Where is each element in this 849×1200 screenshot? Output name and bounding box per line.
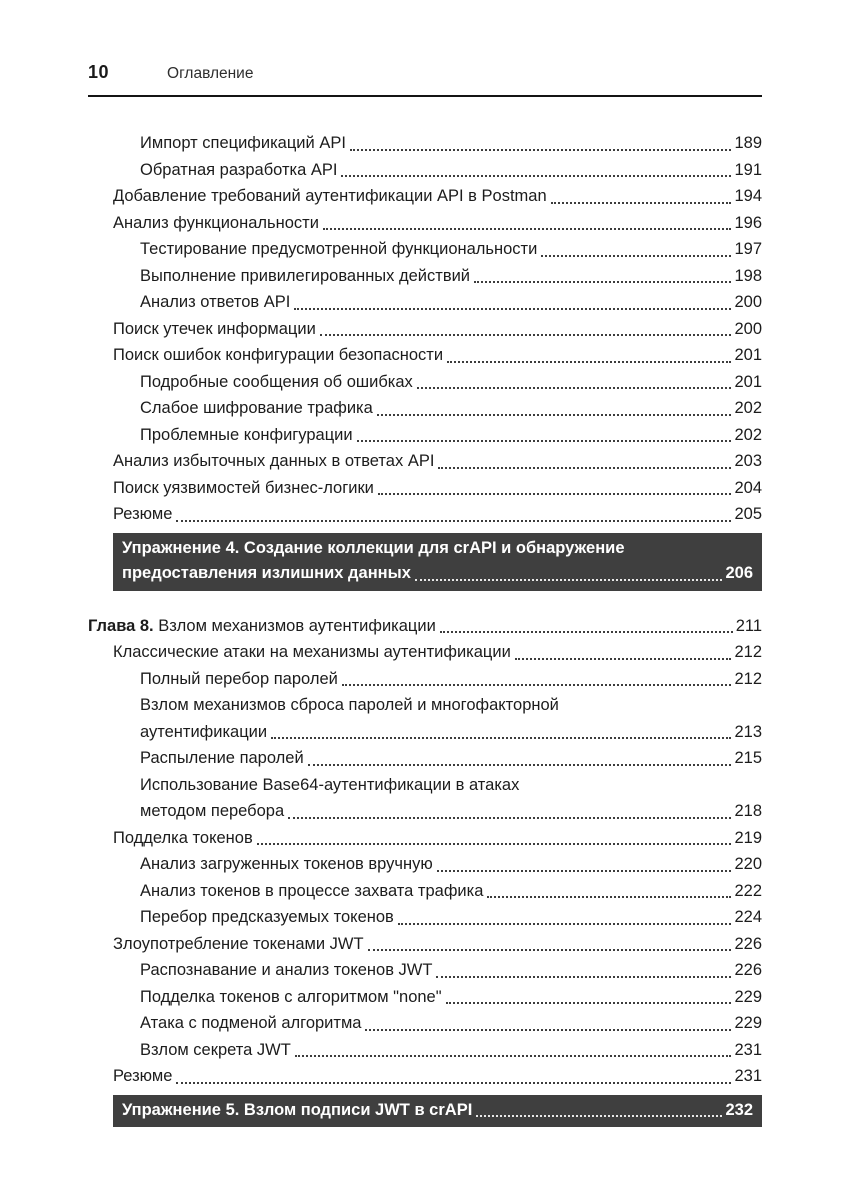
toc-page-number: 213 (734, 722, 762, 741)
toc-page-number: 218 (734, 802, 762, 820)
leader-dots (541, 236, 731, 257)
toc-entry-title: методом перебора (140, 802, 285, 820)
toc-entry-title: Импорт спецификаций API (140, 134, 346, 152)
toc-entry-title: Обратная разработка API (140, 160, 338, 179)
toc-entry (140, 772, 762, 825)
toc-entry (140, 692, 762, 745)
toc-entry-line (140, 692, 762, 719)
leader-dots (515, 639, 732, 660)
toc-entry-title: Взлом секрета JWT (140, 1040, 291, 1059)
leader-dots (437, 851, 732, 872)
toc-entry-line (113, 825, 762, 852)
toc-entry (140, 369, 762, 396)
toc-entry (140, 851, 762, 878)
toc-page-number: 211 (735, 616, 762, 635)
toc-entry-line (140, 798, 762, 825)
leader-dots (350, 130, 732, 151)
toc-entry (140, 236, 762, 263)
toc-entry-line (140, 904, 762, 931)
leader-dots (398, 904, 732, 925)
toc-entry-line (140, 263, 762, 290)
toc-entry-line (113, 1063, 762, 1090)
chapter-number-label: Глава 8. (88, 616, 159, 635)
leader-dots (176, 501, 731, 522)
toc-page-number: 226 (734, 934, 762, 953)
toc-entry-line (140, 1010, 762, 1037)
toc-entry-line (113, 448, 762, 475)
toc-entry (140, 1010, 762, 1037)
toc-entry-title: Глава 8. Взлом механизмов аутентификации (88, 616, 436, 635)
running-head-title: Оглавление (167, 65, 254, 82)
toc-page-number: 232 (725, 1100, 753, 1119)
toc-page-number: 224 (734, 908, 762, 926)
toc-entry-line (140, 236, 762, 263)
toc-entry (113, 210, 762, 237)
toc-entry-line (140, 957, 762, 984)
toc-entry-title: предоставления излишних данных (122, 564, 411, 582)
toc-entry (140, 745, 762, 772)
leader-dots (438, 448, 731, 469)
leader-dots (378, 475, 732, 496)
toc-page-number: 220 (734, 855, 762, 873)
leader-dots (440, 613, 733, 634)
toc-page-number: 205 (734, 505, 762, 523)
leader-dots (295, 1037, 732, 1058)
toc-page-number: 219 (734, 828, 762, 847)
toc-entry-line (140, 719, 762, 746)
leader-dots (447, 342, 731, 363)
toc-entry (140, 130, 762, 157)
toc-entry (140, 984, 762, 1011)
toc-entry-title: Злоупотребление токенами JWT (113, 934, 364, 953)
toc-entry-title: Полный перебор паролей (140, 669, 338, 688)
toc-entry (113, 1063, 762, 1090)
toc-entry-line (140, 878, 762, 905)
toc-entry-title: Распыление паролей (140, 749, 304, 767)
toc-entry-title: Поиск утечек информации (113, 319, 316, 338)
toc-entry-line (113, 183, 762, 210)
toc-page-number: 215 (734, 749, 762, 767)
toc-entry-line (140, 666, 762, 693)
toc-page-number: 202 (734, 425, 762, 444)
toc-entry (140, 395, 762, 422)
leader-dots (377, 395, 732, 416)
toc-entry-line (113, 316, 762, 343)
toc-entry-line (140, 130, 762, 157)
toc-entry-line (140, 745, 762, 772)
toc-entry (140, 1037, 762, 1064)
toc-page-number: 202 (734, 399, 762, 417)
toc-page-number: 201 (734, 372, 762, 391)
toc-page-number: 231 (734, 1067, 762, 1085)
toc-entry-line (113, 475, 762, 502)
leader-dots (474, 263, 731, 284)
toc-page-number: 229 (734, 1014, 762, 1032)
toc-entry-line (140, 851, 762, 878)
toc-entry-line (140, 369, 762, 396)
toc-page-number: 222 (734, 881, 762, 900)
toc-entry-line (113, 210, 762, 237)
page-number: 10 (88, 62, 110, 82)
toc-page-number: 226 (734, 961, 762, 979)
leader-dots (365, 1010, 731, 1031)
toc-entry (140, 957, 762, 984)
toc-entry (140, 666, 762, 693)
toc-entry-title: Выполнение привилегированных действий (140, 266, 471, 285)
toc-entry (140, 263, 762, 290)
toc-page-number: 194 (734, 187, 762, 205)
toc-entry-title: Атака с подменой алгоритма (140, 1014, 362, 1032)
toc-page-number: 212 (734, 643, 762, 661)
toc-entry (113, 825, 762, 852)
toc-entry-line (122, 561, 753, 587)
toc-entry (113, 183, 762, 210)
leader-dots (271, 719, 731, 740)
toc-entry-line (113, 342, 762, 369)
toc-entry-line (113, 639, 762, 666)
toc-entry (140, 157, 762, 184)
toc-page-number: 189 (734, 134, 762, 152)
leader-dots (323, 210, 732, 231)
toc-entry-line (140, 1037, 762, 1064)
toc-entry (113, 475, 762, 502)
toc-entry-line (140, 289, 762, 316)
toc-entry-title: Подделка токенов (113, 828, 253, 847)
toc-entry-line (122, 536, 753, 562)
leader-dots (176, 1063, 731, 1084)
toc-page-number: 200 (734, 319, 762, 338)
toc-entry-title: Поиск уязвимостей бизнес-логики (113, 478, 374, 497)
leader-dots (257, 825, 732, 846)
leader-dots (436, 957, 731, 978)
toc-entry-line (140, 422, 762, 449)
toc-entry (140, 422, 762, 449)
toc-entry-title: Упражнение 5. Взлом подписи JWT в crAPI (122, 1100, 473, 1119)
toc-entry-title: Классические атаки на механизмы аутентификации (113, 643, 511, 661)
toc-entry-title: Резюме (113, 1067, 173, 1085)
toc-entry (113, 501, 762, 528)
toc-entry-title: Анализ загруженных токенов вручную (140, 855, 433, 873)
leader-dots (551, 183, 732, 204)
toc-entry-title: Тестирование предусмотренной функциональности (140, 240, 538, 258)
toc-entry-title: Использование Base64-аутентификации в атаках (140, 775, 520, 794)
toc-page-number: 198 (734, 266, 762, 285)
leader-dots (446, 984, 732, 1005)
leader-dots (320, 316, 732, 337)
toc-entry-line (140, 984, 762, 1011)
toc-list (88, 130, 762, 1132)
toc-entry-title: Добавление требований аутентификации API в Postman (113, 187, 547, 205)
toc-entry-title: Проблемные конфигурации (140, 425, 353, 444)
toc-entry-title: Анализ токенов в процессе захвата трафика (140, 881, 484, 900)
toc-entry-title: Анализ функциональности (113, 213, 319, 232)
toc-entry-line (140, 395, 762, 422)
toc-entry-line (113, 501, 762, 528)
toc-entry (113, 448, 762, 475)
toc-entry-title: Слабое шифрование трафика (140, 399, 373, 417)
toc-page-number: 212 (734, 669, 762, 688)
toc-entry-title: Анализ ответов API (140, 293, 291, 311)
toc-page-number: 191 (734, 160, 762, 179)
toc-entry-title: аутентификации (140, 722, 268, 741)
toc-page-number: 196 (734, 213, 762, 232)
leader-dots (415, 561, 723, 581)
toc-entry-title: Распознавание и анализ токенов JWT (140, 961, 433, 979)
leader-dots (476, 1098, 722, 1118)
toc-entry-title: Перебор предсказуемых токенов (140, 908, 394, 926)
toc-entry (113, 316, 762, 343)
toc-entry (113, 639, 762, 666)
leader-dots (417, 369, 732, 390)
toc-entry-title: Подробные сообщения об ошибках (140, 372, 413, 391)
toc-entry (140, 904, 762, 931)
toc-page-number: 203 (734, 452, 762, 470)
toc-entry (113, 931, 762, 958)
toc-entry (140, 878, 762, 905)
toc-page-number: 231 (734, 1040, 762, 1059)
toc-entry (140, 289, 762, 316)
toc-page-number: 201 (734, 346, 762, 364)
toc-page-number: 197 (734, 240, 762, 258)
leader-dots (368, 931, 732, 952)
toc-page-number: 204 (734, 478, 762, 497)
toc-entry (113, 342, 762, 369)
toc-entry-line (122, 1098, 753, 1124)
toc-page-number: 206 (725, 564, 753, 582)
toc-entry-title: Взлом механизмов сброса паролей и многофакторной (140, 696, 559, 714)
leader-dots (487, 878, 731, 899)
leader-dots (294, 289, 731, 310)
running-head (88, 62, 762, 97)
toc-entry-line (140, 772, 762, 799)
toc-entry-line (140, 157, 762, 184)
toc-entry-title: Анализ избыточных данных в ответах API (113, 452, 435, 470)
toc-exercise-entry (113, 1095, 762, 1128)
leader-dots (342, 666, 732, 687)
toc-entry-title: Поиск ошибок конфигурации безопасности (113, 346, 444, 364)
toc-entry-line (88, 613, 762, 640)
leader-dots (341, 157, 731, 178)
toc-entry-line (113, 931, 762, 958)
toc-entry-title: Подделка токенов с алгоритмом "none" (140, 987, 442, 1006)
toc-entry-title: Упражнение 4. Создание коллекции для crAPI и обнаружение (122, 538, 625, 557)
leader-dots (288, 798, 731, 819)
toc-page-number: 229 (734, 987, 762, 1006)
toc-entry-title: Резюме (113, 505, 173, 523)
leader-dots (357, 422, 732, 443)
leader-dots (308, 745, 732, 766)
toc-exercise-entry (113, 533, 762, 591)
toc-page-number: 200 (734, 293, 762, 311)
toc-chapter-entry (88, 613, 762, 640)
